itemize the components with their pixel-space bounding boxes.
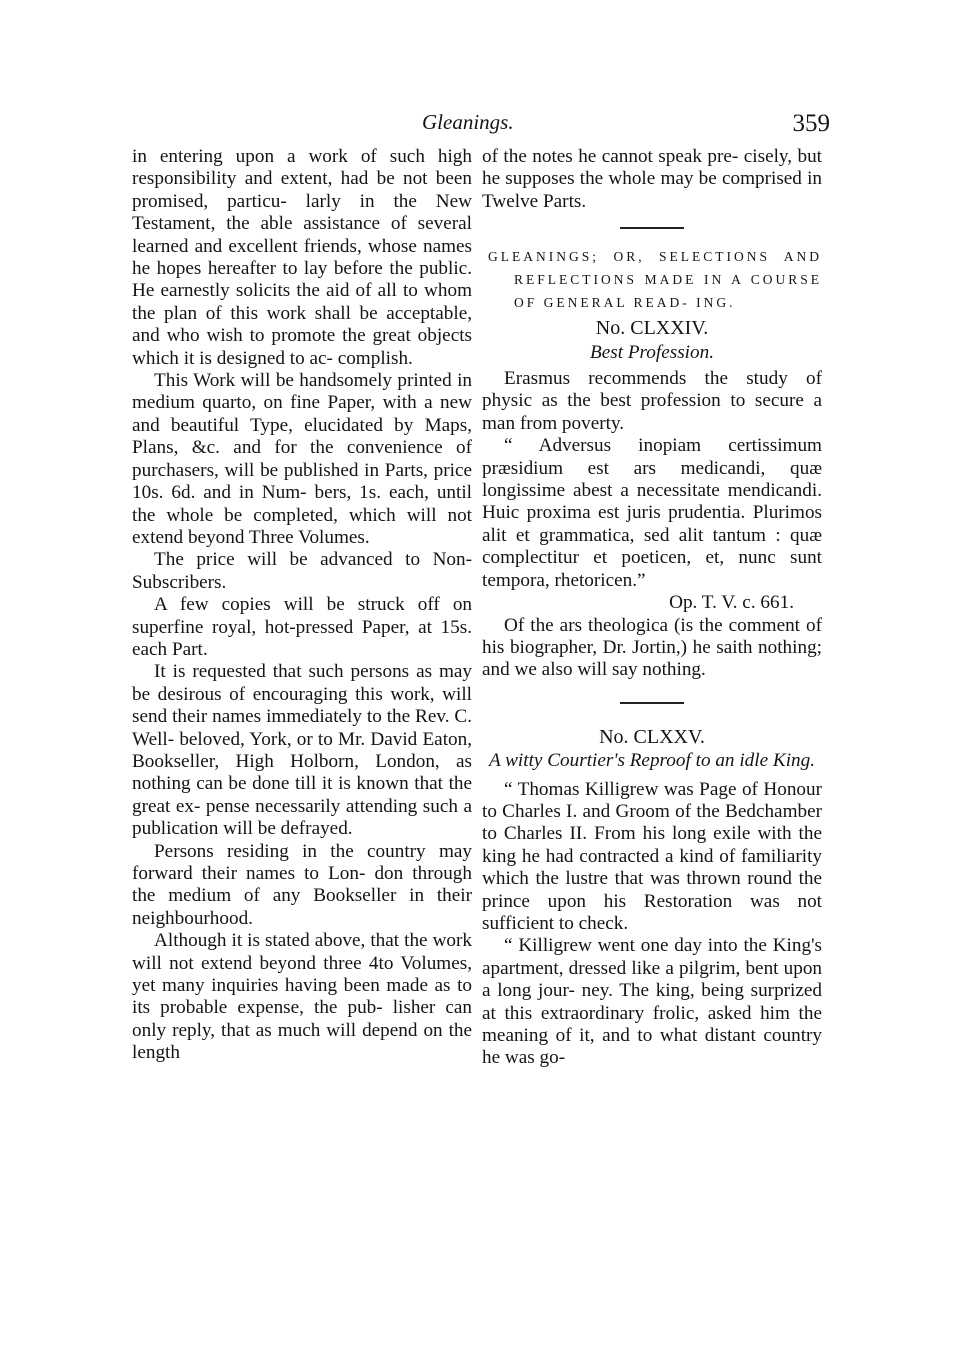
text-line: a publication will be defrayed.	[132, 795, 473, 840]
text-line: complectitur et poeticen, et, nunc	[482, 547, 776, 569]
text-line: “ Killigrew went one day into	[504, 935, 738, 957]
text-line: who wish to promote the great	[166, 325, 411, 347]
text-line: don through the medium of any	[132, 863, 472, 907]
text-line: be not been promised, particu-	[132, 168, 472, 212]
text-line: Paper, at 15s. each Part.	[132, 616, 473, 660]
text-line: in entering upon a work of such	[132, 146, 425, 167]
text-line: juris prudentia. Plurimos alit et	[482, 502, 823, 546]
text-line: grammatica, sed alit tantum : quæ	[539, 524, 823, 546]
paragraph-latin-quote	[482, 435, 822, 592]
text-line: he hopes hereafter to lay before	[132, 258, 383, 280]
text-line: what distant country he was go-	[482, 1025, 823, 1069]
text-line: the King's apartment, dressed like	[482, 935, 822, 979]
text-line: Type, elucidated by Maps, Plans,	[132, 414, 472, 459]
text-line: A few copies will be struck off	[154, 594, 440, 616]
text-line: Although it is stated above, that	[154, 930, 400, 952]
text-line: comment of his biographer, Dr.	[482, 614, 822, 658]
text-line: A witty Courtier's Reproof to an	[488, 750, 735, 772]
text-line: quæ longissime abest a necessitate	[482, 457, 822, 502]
paragraph-killigrew-page	[482, 779, 822, 936]
paragraph-price-advance	[132, 549, 472, 594]
text-line: Non-Subscribers.	[132, 549, 472, 593]
text-line: larly in the New Testament, the	[132, 190, 472, 235]
text-line: as may be desirous of encouraging	[132, 661, 473, 705]
text-line: beloved, York, or to Mr. David	[179, 728, 418, 750]
text-line: Eaton, Bookseller, High Holborn,	[132, 728, 473, 772]
text-line: to secure a man from poverty.	[482, 390, 822, 434]
paragraph-acknowledgement	[132, 146, 472, 370]
text-line: “ Adversus inopiam certissimum	[504, 435, 822, 457]
text-line: Of the ars theologica (is the	[504, 614, 723, 636]
right-column	[482, 146, 822, 1070]
text-line: much will depend on the length	[132, 1019, 473, 1064]
text-line: also will say nothing.	[541, 659, 706, 681]
text-line: bers, 1s. each, until the whole be	[132, 482, 473, 526]
running-header	[130, 110, 830, 140]
text-line: this work, will send their names	[132, 683, 472, 728]
paragraph-printing-details	[132, 370, 472, 549]
gleanings-heading	[482, 245, 822, 314]
text-line: AND REFLECTIONS MADE IN	[514, 249, 822, 288]
text-line: high responsibility and extent, had	[132, 146, 472, 190]
text-line: this work shall be acceptable, and	[132, 302, 473, 347]
article-title-best-profession: Best Profession.	[590, 341, 714, 363]
text-line: præsidium est ars medicandi,	[482, 457, 766, 479]
article-number-175: No. CLXXV.	[599, 725, 705, 748]
text-line: mendicandi. Huic proxima est	[482, 480, 822, 524]
text-line: Erasmus recommends the study	[504, 368, 788, 390]
text-line: Jortin,) he saith nothing; and we	[482, 636, 822, 681]
text-line: Persons residing in the country	[154, 840, 426, 862]
text-line: till it is known that the great ex-	[132, 773, 473, 817]
text-line: idle King.	[739, 750, 816, 772]
text-line: to check.	[558, 912, 629, 934]
text-line: pense necessarily attending such	[205, 795, 458, 817]
text-line: &c. and for the convenience of	[191, 437, 473, 459]
text-line: printed in medium quarto, on fine	[132, 370, 473, 414]
text-line: inquiries having been made as to	[211, 975, 472, 997]
text-line: GLEANINGS; OR, SELECTIONS	[488, 249, 771, 265]
text-line: king he had contracted a kind of	[482, 845, 736, 867]
text-line: him the meaning of it, and to	[482, 1002, 822, 1046]
text-line: London, as nothing can be done	[132, 750, 472, 795]
text-line: “ Thomas Killigrew was Page	[504, 778, 737, 800]
text-line: purchasers, will be published in	[132, 459, 380, 481]
text-line: Bookseller in their neighbourhood.	[132, 885, 473, 929]
citation-reference: Op. T. V. c. 661.	[669, 592, 794, 614]
text-line: A COURSE OF GENERAL READ-	[514, 272, 822, 311]
text-line: the aid of all to whom the plan of	[132, 280, 473, 324]
paragraph-superfine-copies	[132, 594, 472, 661]
text-line: of physic as the best profession	[482, 368, 822, 412]
left-column	[132, 146, 472, 1065]
page-number: 359	[792, 110, 830, 137]
text-line: able assistance of several learned	[132, 213, 472, 257]
paragraph-erasmus	[482, 368, 822, 435]
text-line: a pilgrim, bent upon a long jour-	[482, 957, 823, 1002]
text-line: the work will not extend beyond	[132, 930, 473, 974]
paragraph-notes-continuation	[482, 146, 822, 213]
text-line: Parts, price 10s. 6d. and in Num-	[132, 459, 472, 504]
paragraph-subscription-request	[132, 661, 472, 840]
running-title: Gleanings.	[422, 110, 514, 134]
paragraph-killigrew-pilgrim	[482, 935, 822, 1069]
article-title-witty-courtier	[482, 750, 822, 772]
section-divider	[620, 227, 684, 229]
text-line: lisher can only reply, that as	[132, 997, 472, 1041]
paragraph-ars-theologica	[482, 615, 822, 682]
text-line: completed, which will not extend	[132, 504, 472, 548]
text-line: at this extraordinary frolic, asked	[482, 1002, 752, 1024]
text-line: his Restoration was not sufficient	[482, 890, 823, 934]
text-line: beyond Three Volumes.	[187, 526, 370, 548]
text-line: familiarity which the lustre that	[482, 845, 823, 890]
text-line: of the notes he cannot speak pre-	[482, 146, 739, 167]
paragraph-expense-note	[132, 930, 472, 1064]
text-line: II. From his long exile with the	[569, 823, 822, 845]
text-line: three 4to Volumes, yet many	[132, 952, 472, 997]
text-line: This Work will be handsomely	[154, 370, 393, 392]
text-line: ney. The king, being surprized	[581, 980, 823, 1002]
text-line: of the Bedchamber to Charles	[482, 800, 822, 845]
article-number-174: No. CLXXIV.	[595, 317, 709, 340]
text-line: Paper, with a new and beautiful	[132, 392, 473, 436]
text-line: complish.	[337, 347, 413, 369]
text-line: and excellent friends, whose names	[194, 235, 472, 257]
text-line: The price will be advanced to	[154, 549, 421, 571]
text-line: may forward their names to Lon-	[132, 840, 472, 884]
section-divider	[620, 702, 684, 704]
text-line: its probable expense, the pub-	[132, 997, 383, 1019]
text-line: objects which it is designed to ac-	[132, 325, 473, 369]
text-line: It is requested that such persons	[154, 661, 410, 683]
text-line: may be comprised in Twelve Parts.	[482, 168, 823, 212]
text-line: of Honour to Charles I. and Groom	[482, 778, 822, 822]
text-line: ING.	[696, 295, 736, 311]
text-line: was thrown round the prince upon	[482, 868, 823, 912]
text-line: the public. He earnestly solicits	[132, 258, 472, 302]
text-line: immediately to the Rev. C. Well-	[132, 706, 472, 750]
paragraph-country-residents	[132, 841, 472, 931]
text-line: cisely, but he supposes the whole	[482, 146, 822, 190]
text-line: on superfine royal, hot-pressed	[132, 594, 472, 638]
text-line: sunt tempora, rhetoricen.”	[482, 547, 823, 591]
